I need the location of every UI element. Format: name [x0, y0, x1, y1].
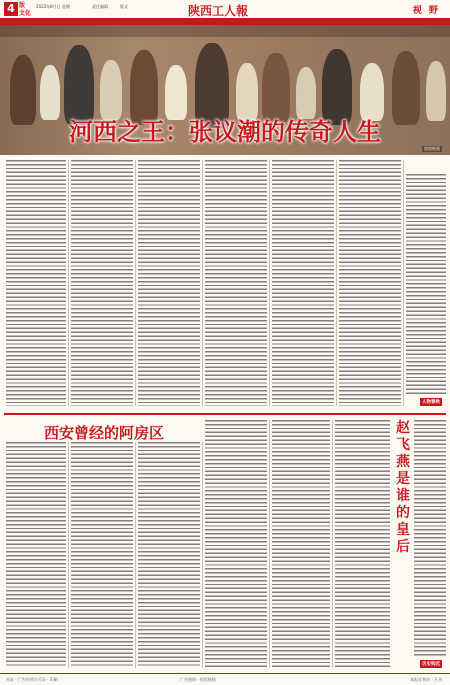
article-column	[272, 160, 334, 406]
article-column	[406, 174, 446, 394]
issue-date: 2023年8月日 星期	[36, 4, 70, 9]
column-divider	[336, 160, 337, 406]
article-column	[138, 442, 200, 668]
column-divider	[202, 442, 203, 668]
section-tag: 历史钩沉	[422, 662, 440, 667]
sidebar-title: 赵飞燕是谁的皇后	[396, 420, 410, 555]
section-divider	[4, 413, 446, 415]
header-bar	[0, 18, 450, 25]
article-column	[71, 442, 133, 668]
column-divider	[135, 442, 136, 668]
column-divider	[332, 420, 333, 668]
column-divider	[269, 160, 270, 406]
article-column	[205, 160, 267, 406]
article-column	[71, 160, 133, 406]
page-number: 4	[4, 2, 18, 16]
column-divider	[68, 160, 69, 406]
column-divider	[269, 420, 270, 668]
article-title: 西安曾经的阿房区	[44, 424, 165, 442]
article-title: 河西之王：张议潮的传奇人生	[69, 117, 381, 146]
newspaper-logo: 陕西工人報	[188, 4, 249, 18]
article-column	[335, 420, 390, 668]
article-column	[6, 160, 66, 406]
column-divider	[202, 160, 203, 406]
column-divider	[403, 160, 404, 406]
photo-caption: 敦煌壁画	[424, 146, 440, 151]
column-divider	[68, 442, 69, 668]
page-footer: 社址 · 广告经营许可证 · 印刷 广告热线 · 投诉热线 本报零售价 · 月刊	[0, 673, 450, 685]
column-divider	[135, 160, 136, 406]
article-column	[138, 160, 200, 406]
article-column	[6, 442, 66, 668]
article-column	[272, 420, 330, 668]
section-name: 视 野	[412, 6, 440, 16]
article-column	[205, 420, 267, 668]
design-credit: 版式	[120, 4, 128, 9]
editor-credit: 责任编辑	[92, 4, 108, 9]
section-tag: 人物春秋	[422, 400, 440, 405]
page-banner: 版 文化	[19, 2, 32, 17]
article-column	[339, 160, 401, 406]
article-column	[414, 420, 446, 656]
